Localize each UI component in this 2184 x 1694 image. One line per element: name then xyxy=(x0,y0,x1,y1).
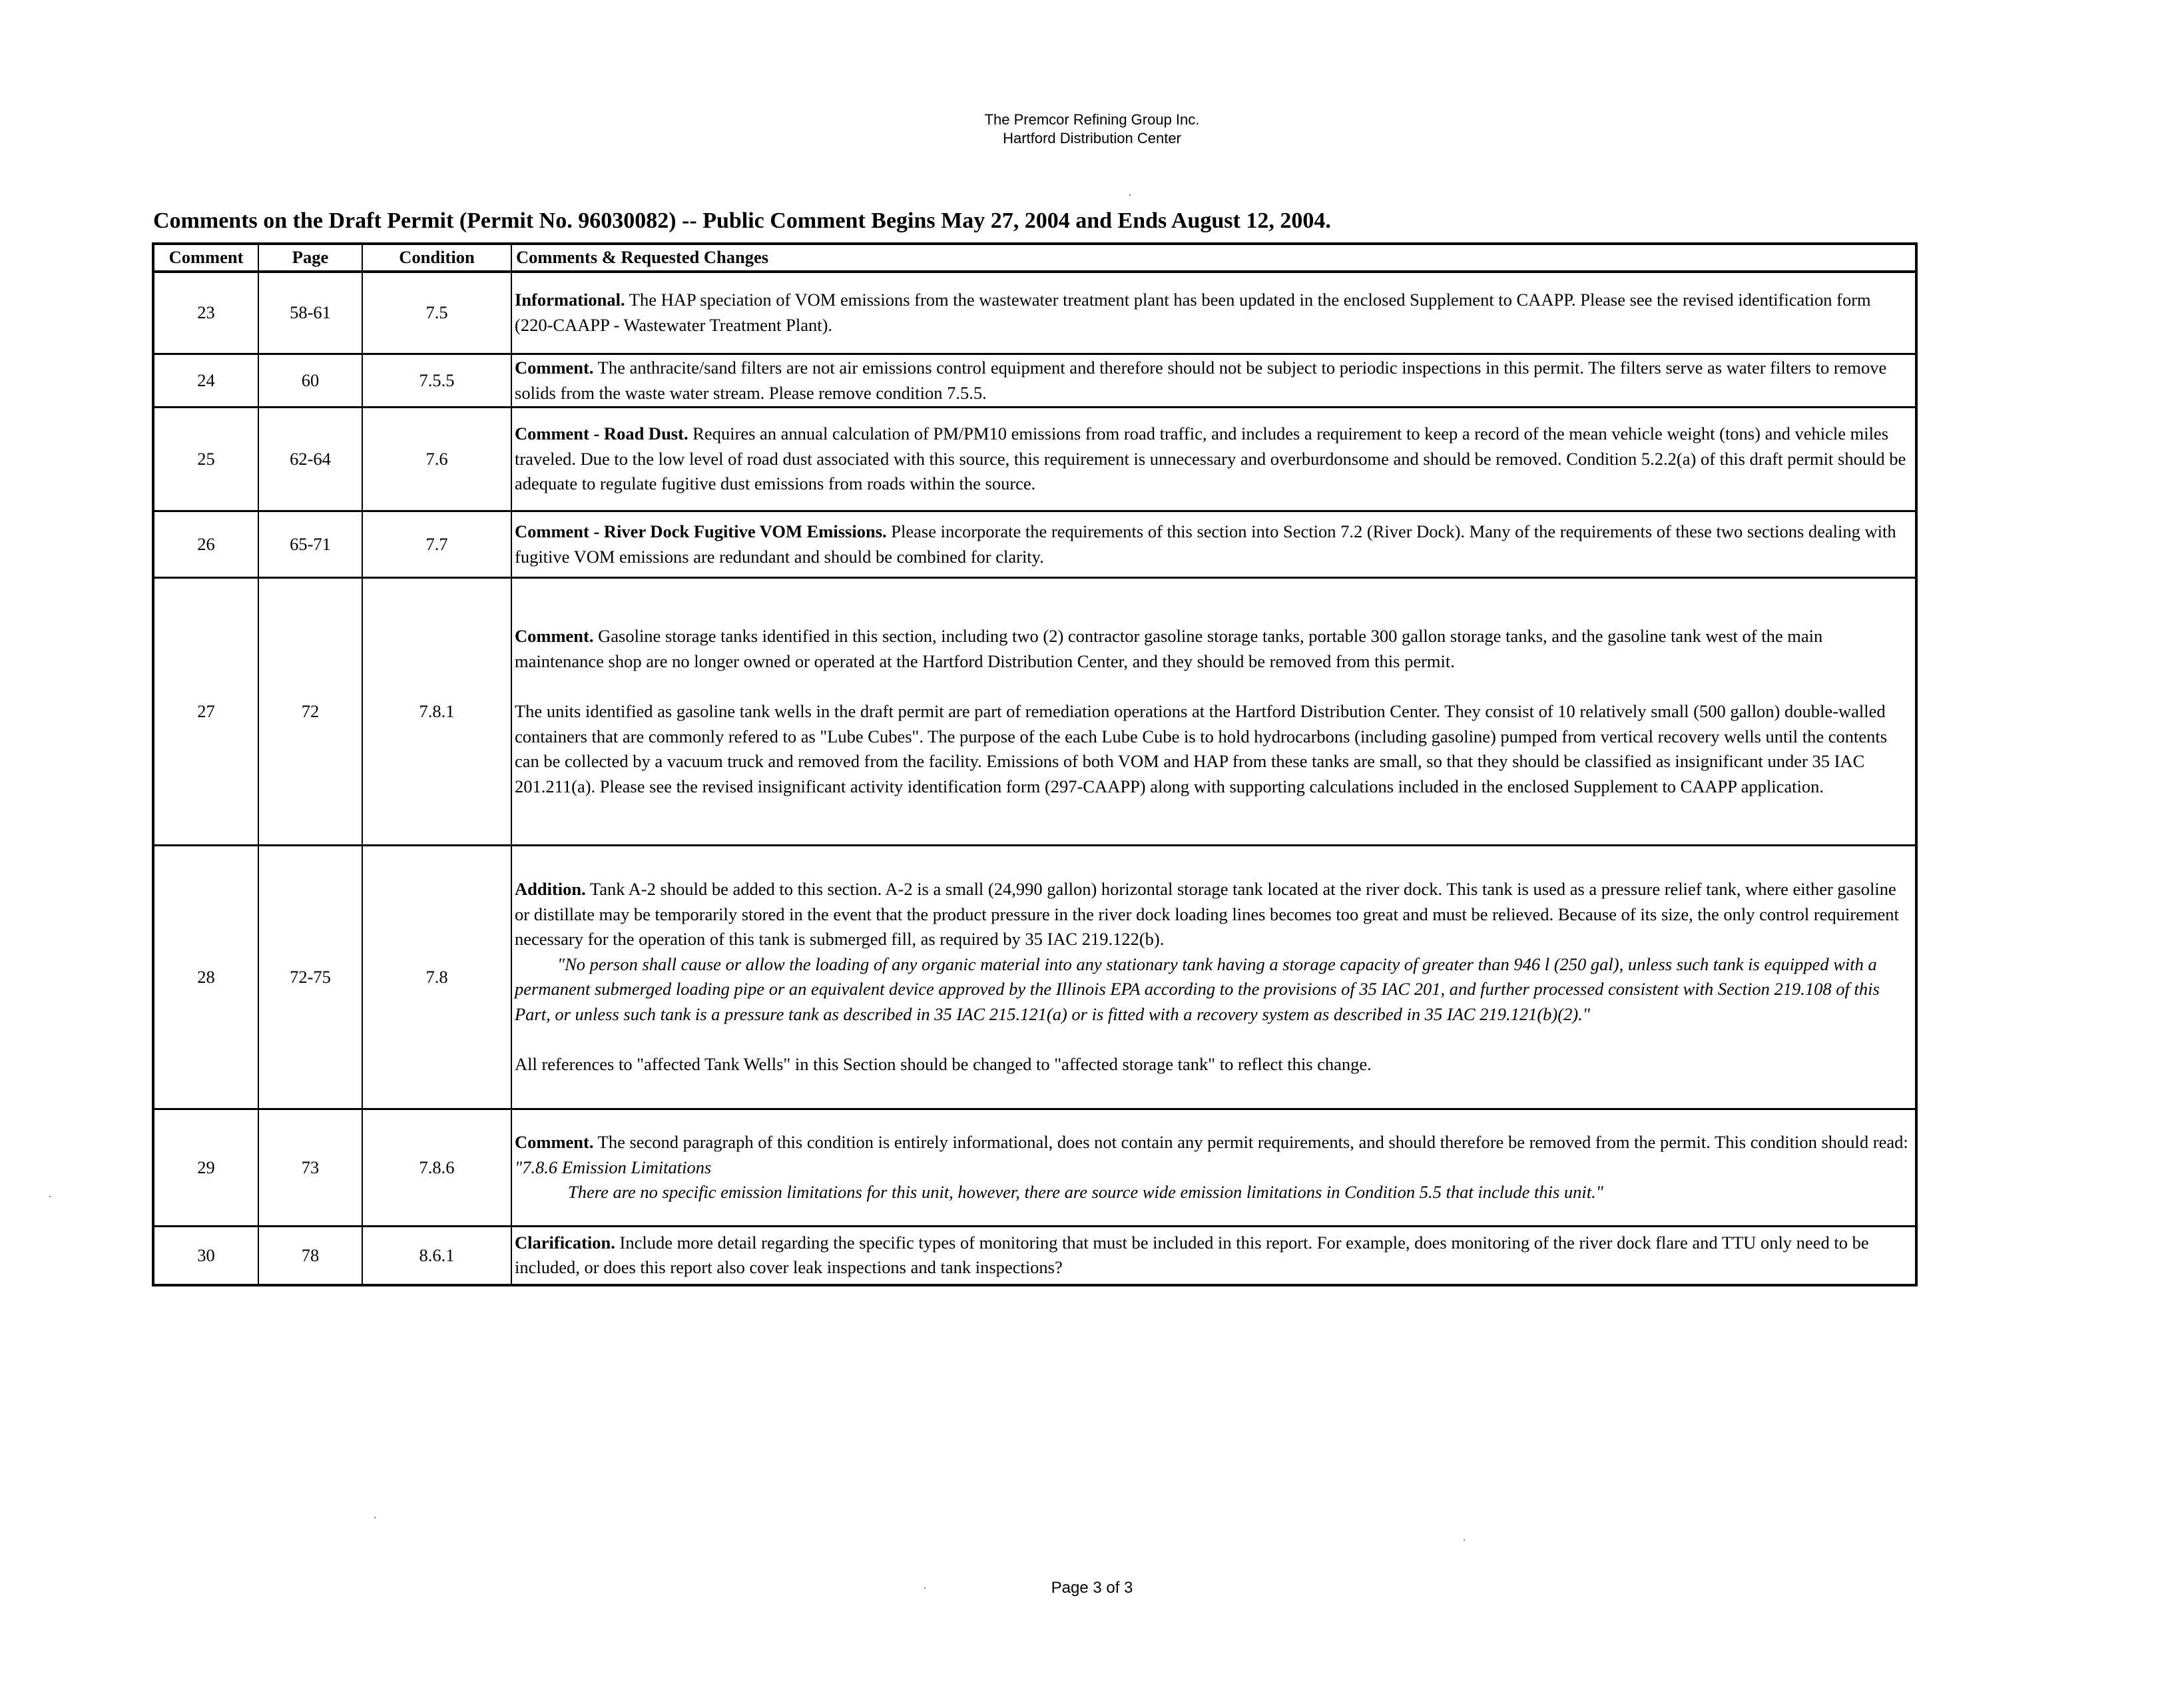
table-row xyxy=(153,578,1916,846)
comment-number: 28 xyxy=(153,846,258,1109)
table-row xyxy=(153,1109,1916,1227)
comment-label: Clarification. xyxy=(515,1232,615,1253)
scan-speck xyxy=(924,1587,926,1589)
condition-ref: 7.7 xyxy=(362,511,511,578)
table-row xyxy=(153,272,1916,354)
comment-number: 26 xyxy=(153,511,258,578)
condition-quote: There are no specific emission limitations for this unit, however, there are source wide emission limitations in Condition 5.5 that include this unit." xyxy=(568,1182,1603,1203)
table-row xyxy=(153,846,1916,1109)
page-ref: 62-64 xyxy=(258,408,362,511)
company-name: The Premcor Refining Group Inc. xyxy=(984,111,1200,128)
page-ref: 65-71 xyxy=(258,511,362,578)
regulation-quote: "No person shall cause or allow the loading of any organic material into any stationary tank having a storage capacity of greater than 946 l (250 gal), unless such tank is equipped with a permanent submerged loading pipe or an equivalent device approved by the Illinois EPA according to the provisions of 35 IAC 201, and further processed consistent with Section 219.108 of this Part, or unless such tank is a pressure tank as described in 35 IAC 215.121(a) or is fitted with a recovery system as described in 35 IAC 219.121(b)(2)." xyxy=(515,954,1880,1024)
comment-label: Comment. xyxy=(515,1132,594,1153)
table-row xyxy=(153,1227,1916,1285)
comment-label: Comment. xyxy=(515,626,594,646)
comment-text xyxy=(511,408,1916,511)
table-row xyxy=(153,408,1916,511)
comments-table xyxy=(152,242,1918,1286)
comment-number: 23 xyxy=(153,272,258,354)
column-header-comments: Comments & Requested Changes xyxy=(511,244,1916,272)
page-number: Page 3 of 3 xyxy=(1051,1579,1133,1597)
comment-number: 25 xyxy=(153,408,258,511)
condition-ref: 8.6.1 xyxy=(362,1227,511,1285)
comment-number: 29 xyxy=(153,1109,258,1227)
page-ref: 58-61 xyxy=(258,272,362,354)
scan-speck xyxy=(1464,1540,1465,1541)
comment-body: The HAP speciation of VOM emissions from the wastewater treatment plant has been updated in the enclosed Supplement to CAAPP. Please see the revised identification form (220-CAAPP - Wastewater Treatment Plant). xyxy=(515,290,1871,335)
comment-body: Please incorporate the requirements of this section into Section 7.2 (River Dock). Many of the requirements of these two sections dealing with fugitive VOM emissions are redundant and should be combined for clarity. xyxy=(515,521,1896,567)
column-header-comment: Comment xyxy=(153,244,258,272)
comment-number: 24 xyxy=(153,354,258,408)
comment-text xyxy=(511,1227,1916,1285)
page-ref: 72 xyxy=(258,578,362,846)
comment-number: 27 xyxy=(153,578,258,846)
page-ref: 72-75 xyxy=(258,846,362,1109)
comment-label: Comment. xyxy=(515,358,594,378)
comment-label: Comment - River Dock Fugitive VOM Emissions. xyxy=(515,521,887,541)
page-ref: 73 xyxy=(258,1109,362,1227)
document-title: Comments on the Draft Permit (Permit No. 96030082) -- Public Comment Begins May 27, 2004 and Ends August 12, 2004. xyxy=(153,208,1331,233)
comment-text xyxy=(511,354,1916,408)
table-row xyxy=(153,511,1916,578)
condition-ref: 7.5 xyxy=(362,272,511,354)
comment-body-continued: The units identified as gasoline tank wells in the draft permit are part of remediation operations at the Hartford Distribution Center. They consist of 10 relatively small (500 gallon) double-walled containers that are commonly refered to as "Lube Cubes". The purpose of the each Lube Cube is to hold hydrocarbons (including gasoline) pumped from vertical recovery wells until the contents can be collected by a vacuum truck and removed from the facility. Emissions of both VOM and HAP from these tanks are small, so that they should be classified as insignificant under 35 IAC 201.211(a). Please see the revised insignificant activity identification form (297-CAAPP) along with supporting calculations included in the enclosed Supplement to CAAPP application. xyxy=(515,701,1888,796)
condition-ref: 7.8.1 xyxy=(362,578,511,846)
table-header-row xyxy=(153,244,1916,272)
condition-ref: 7.5.5 xyxy=(362,354,511,408)
condition-ref: 7.8.6 xyxy=(362,1109,511,1227)
comment-text xyxy=(511,272,1916,354)
condition-ref: 7.6 xyxy=(362,408,511,511)
page-ref: 78 xyxy=(258,1227,362,1285)
comment-text xyxy=(511,846,1916,1109)
comment-label: Comment - Road Dust. xyxy=(515,424,688,444)
scan-speck xyxy=(1129,194,1131,196)
column-header-page: Page xyxy=(258,244,362,272)
scan-speck xyxy=(49,1196,51,1197)
comment-label: Informational. xyxy=(515,290,625,310)
condition-ref: 7.8 xyxy=(362,846,511,1109)
facility-name: Hartford Distribution Center xyxy=(1003,130,1181,146)
comment-body: The anthracite/sand filters are not air emissions control equipment and therefore should not be subject to periodic inspections in this permit. The filters serve as water filters to remove solids from the waste water stream. Please remove condition 7.5.5. xyxy=(515,358,1887,403)
table-row xyxy=(153,354,1916,408)
comment-label: Addition. xyxy=(515,879,586,900)
scan-speck xyxy=(374,1517,376,1518)
comment-body: Include more detail regarding the specific types of monitoring that must be included in this report. For example, does monitoring of the river dock flare and TTU only need to be included, or does this report also cover leak inspections and tank inspections? xyxy=(515,1232,1869,1278)
comment-text xyxy=(511,1109,1916,1227)
column-header-condition: Condition xyxy=(362,244,511,272)
page-ref: 60 xyxy=(258,354,362,408)
comment-body: Requires an annual calculation of PM/PM10 emissions from road traffic, and includes a requirement to keep a record of the mean vehicle weight (tons) and vehicle miles traveled. Due to the low level of road dust associated with this source, this requirement is unnecessary and overburdonsome and should be removed. Condition 5.2.2(a) of this draft permit should be adequate to regulate fugitive dust emissions from roads within the source. xyxy=(515,424,1906,494)
comment-body: Tank A-2 should be added to this section. A-2 is a small (24,990 gallon) horizontal storage tank located at the river dock. This tank is used as a pressure relief tank, where either gasoline or distillate may be temporarily stored in the event that the product pressure in the river dock loading lines becomes too great and must be relieved. Because of its size, the only control requirement necessary for the operation of this tank is submerged fill, as required by 35 IAC 219.122(b). xyxy=(515,879,1899,950)
comment-number: 30 xyxy=(153,1227,258,1285)
comment-text xyxy=(511,511,1916,578)
comment-body: Gasoline storage tanks identified in this section, including two (2) contractor gasoline storage tanks, portable 300 gallon storage tanks, and the gasoline tank west of the main maintenance shop are no longer owned or operated at the Hartford Distribution Center, and they should be removed from this permit. xyxy=(515,626,1823,671)
comment-text xyxy=(511,578,1916,846)
condition-quote-title: "7.8.6 Emission Limitations xyxy=(515,1157,712,1177)
comment-body: The second paragraph of this condition is entirely informational, does not contain any permit requirements, and should therefore be removed from the permit. This condition should read: xyxy=(593,1132,1908,1153)
comment-body-continued: All references to "affected Tank Wells" in this Section should be changed to "affected storage tank" to reflect this change. xyxy=(515,1054,1372,1075)
